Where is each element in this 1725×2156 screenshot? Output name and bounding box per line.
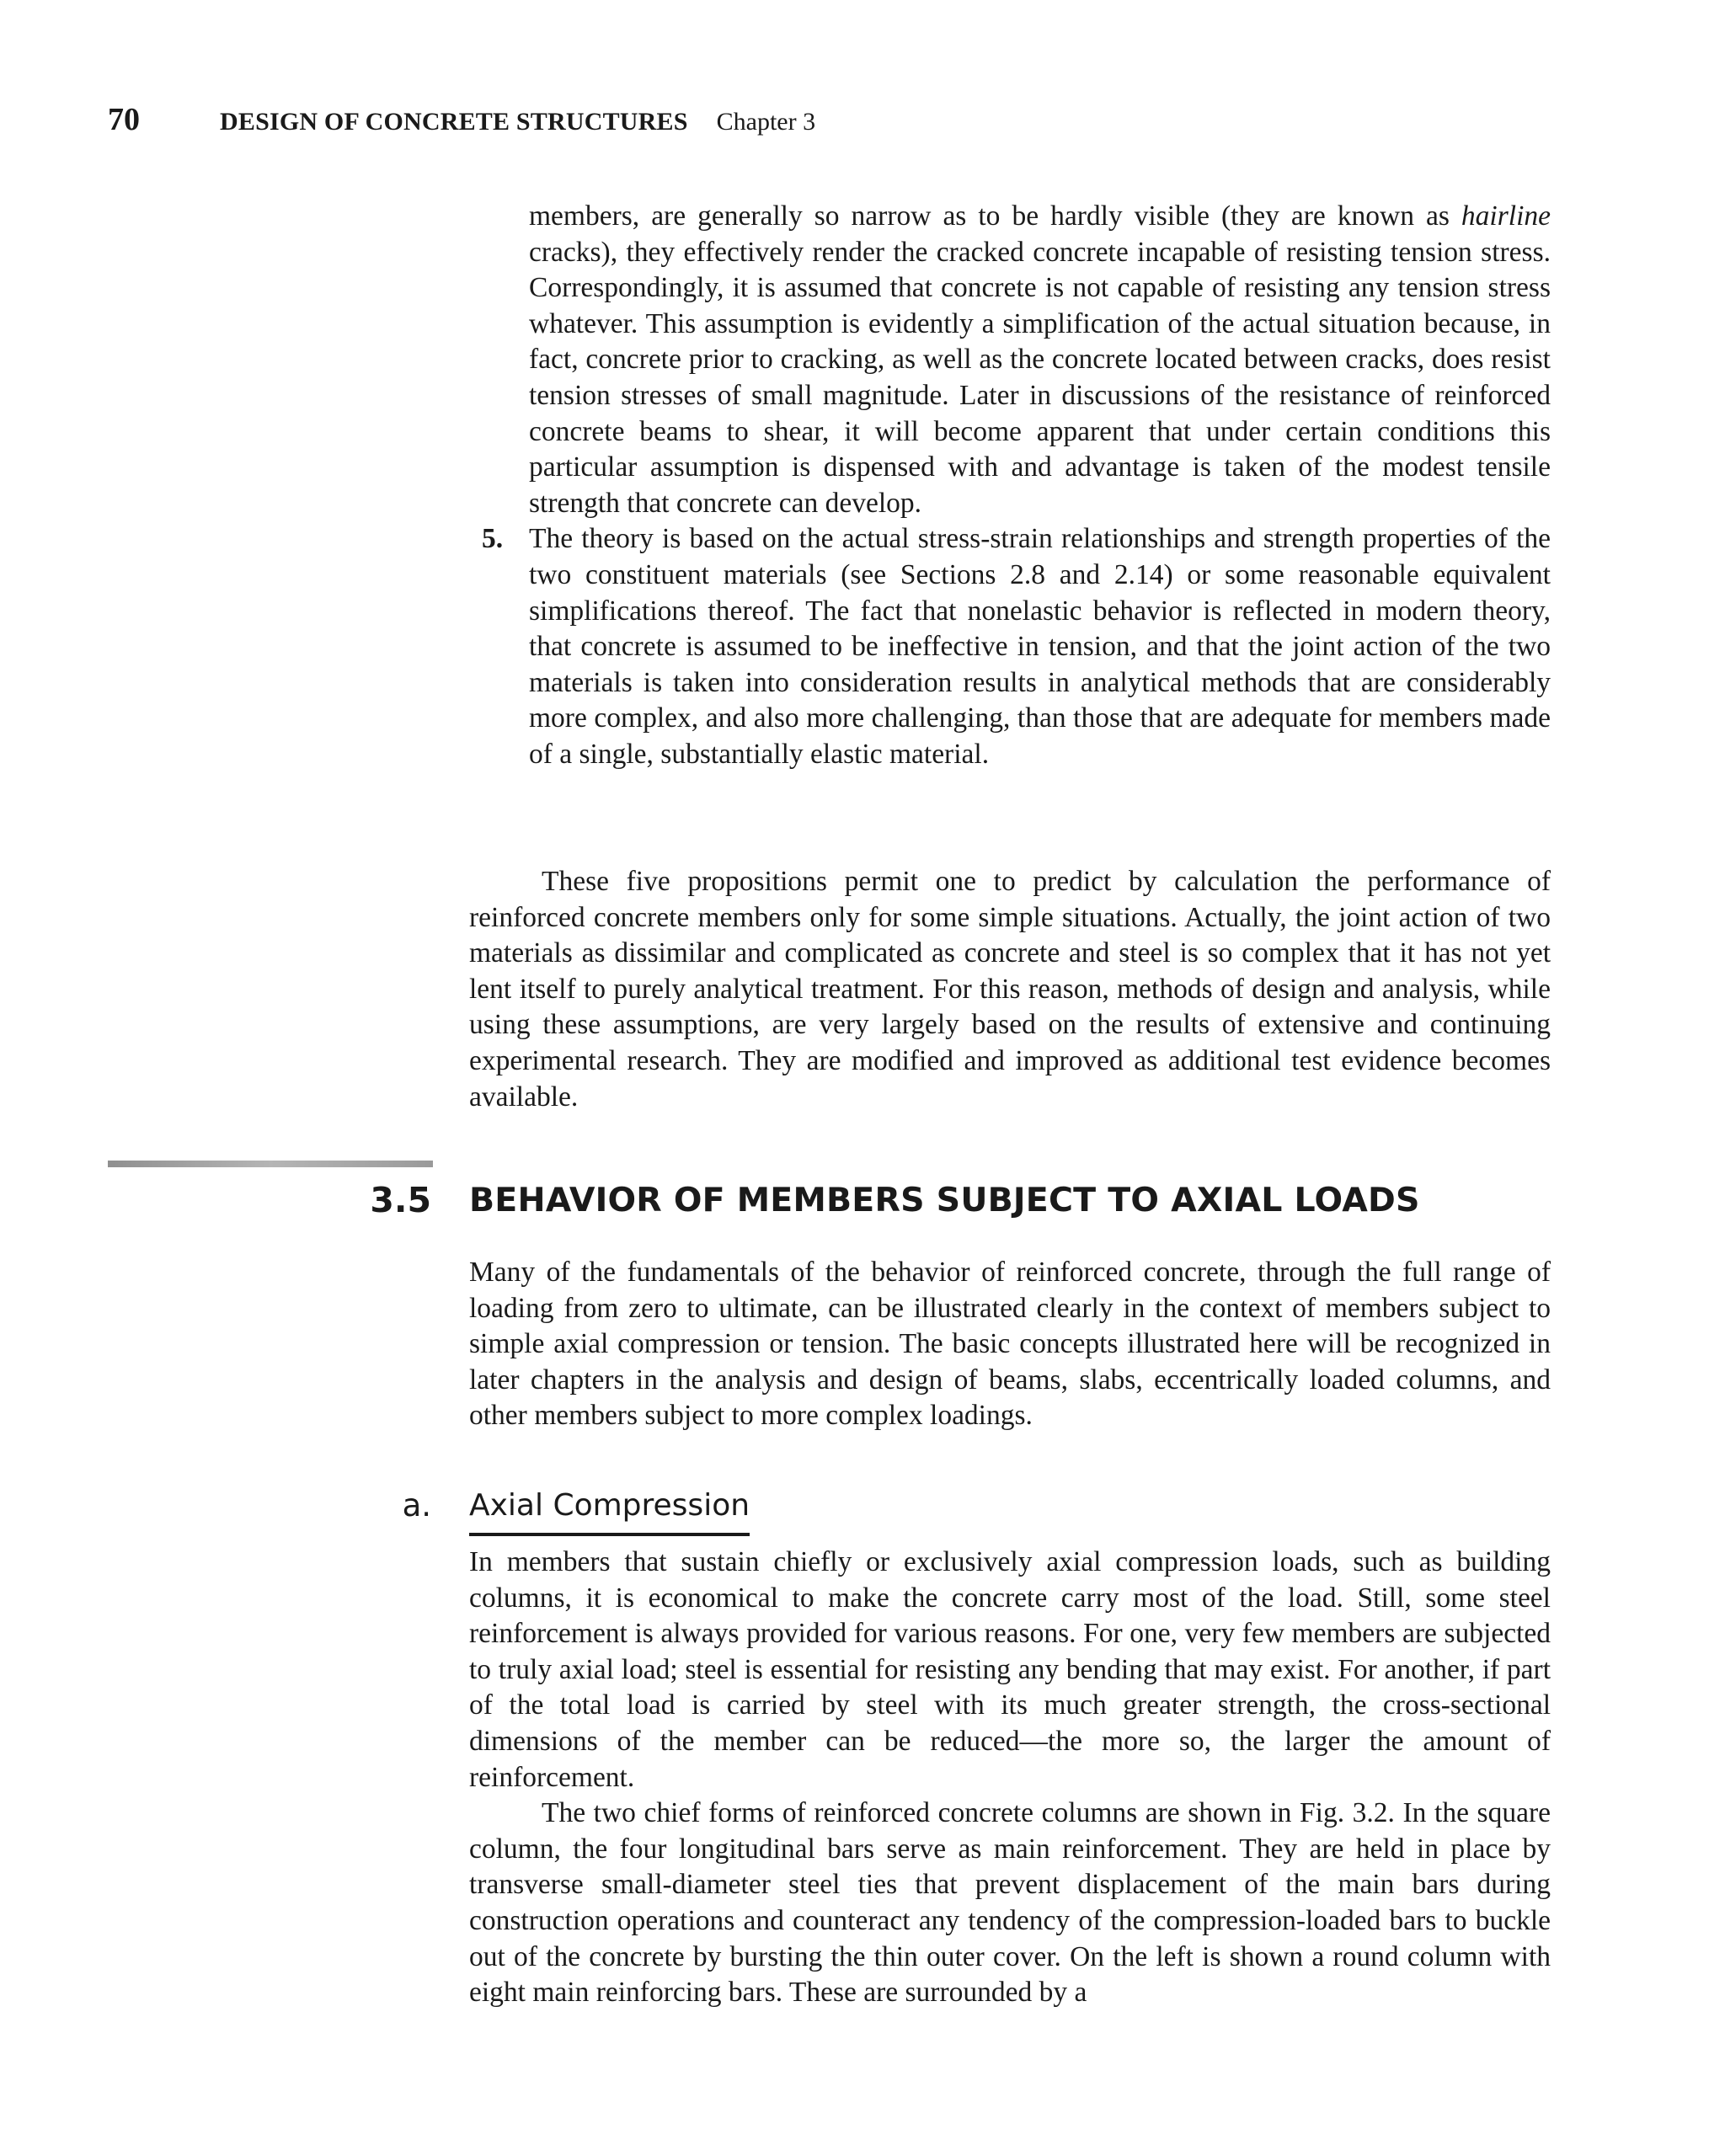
section-rule <box>108 1161 433 1167</box>
subsection-title: Axial Compression <box>469 1482 750 1536</box>
summary-paragraph-block <box>469 864 1551 1115</box>
assumption-list <box>482 199 1551 773</box>
subsection-letter: a. <box>402 1487 431 1524</box>
axial-compression-body <box>469 1545 1551 2011</box>
running-head <box>108 101 815 143</box>
axial-compression-paragraph-2: The two chief forms of reinforced concrete columns are shown in Fig. 3.2. In the square column, the four longitudinal bars serve as main reinforcement. They are held in place by transverse small-diameter steel ties that prevent displacement of the main bars during construction operations and counteract any tendency of the compression-loaded bars to buckle out of the concrete by bursting the thin outer cover. On the left is shown a round column with eight main reinforcing bars. These are surrounded by a <box>469 1797 1551 2009</box>
list-item-5 <box>482 521 1551 772</box>
continued-text-after: cracks), they effectively render the cracked concrete incapable of resisting tension stress. Correspondingly, it is assumed that concrete is not capable of resisting any tension stress whatever. This assumption is evidently a simplification of the actual situation because, in fact, concrete prior to cracking, as well as the concrete located between cracks, does resist tension stresses of small magnitude. Later in discussions of the resistance of reinforced concrete beams to shear, it will become apparent that under certain conditions this particular assumption is dispensed with and advantage is taken of the modest tensile strength that concrete can develop. <box>529 236 1551 519</box>
section-intro-block <box>469 1255 1551 1434</box>
section-number: 3.5 <box>370 1180 431 1220</box>
summary-paragraph: These five propositions permit one to predict by calculation the performance of reinforced concrete members only for some simple situations. Actually, the joint action of two materials as dissimilar and complicated as concrete and steel is so complex that it has not yet lent itself to purely analytical treatment. For this reason, methods of design and analysis, while using these assumptions, are very largely based on the results of extensive and continuing experimental research. They are modified and improved as additional test evidence becomes available. <box>469 866 1551 1113</box>
chapter-label: Chapter 3 <box>716 108 816 136</box>
list-marker-5: 5. <box>482 523 504 555</box>
list-item-5-text: The theory is based on the actual stress-strain relationships and strength properties of the two constituent materials (see Sections 2.8 and 2.14) or some reasonable equivalent simplifications thereof. The fact that nonelastic behavior is reflected in modern theory, that concrete is assumed to be ineffective in tension, and that the joint action of the two materials is taken into consideration results in analytical methods that are considerably more complex, and also more challenging, than those that are adequate for members made of a single, substantially elastic material. <box>529 523 1551 770</box>
page-number: 70 <box>108 102 140 137</box>
continued-list-item <box>529 199 1551 521</box>
section-title: BEHAVIOR OF MEMBERS SUBJECT TO AXIAL LOADS <box>469 1181 1420 1219</box>
section-intro: Many of the fundamentals of the behavior of reinforced concrete, through the full range of loading from zero to ultimate, can be illustrated clearly in the context of members subject to simple axial compression or tension. The basic concepts illustrated here will be recognized in later chapters in the analysis and design of beams, slabs, eccentrically loaded columns, and other members subject to more complex loadings. <box>469 1257 1551 1432</box>
continued-text-before: members, are generally so narrow as to be hardly visible (they are known as <box>529 200 1461 232</box>
axial-compression-paragraph-1: In members that sustain chiefly or exclusively axial compression loads, such as building columns, it is economical to make the concrete carry most of the load. Still, some steel reinforcement is always provided for various reasons. For one, very few members are subjected to truly axial load; steel is essential for resisting any bending that may exist. For another, if part of the total load is carried by steel with its much greater strength, the cross-sectional dimensions of the member can be reduced—the more so, the larger the amount of reinforcement. <box>469 1546 1551 1793</box>
hairline-term: hairline <box>1461 200 1551 232</box>
book-title: DESIGN OF CONCRETE STRUCTURES <box>220 108 688 136</box>
